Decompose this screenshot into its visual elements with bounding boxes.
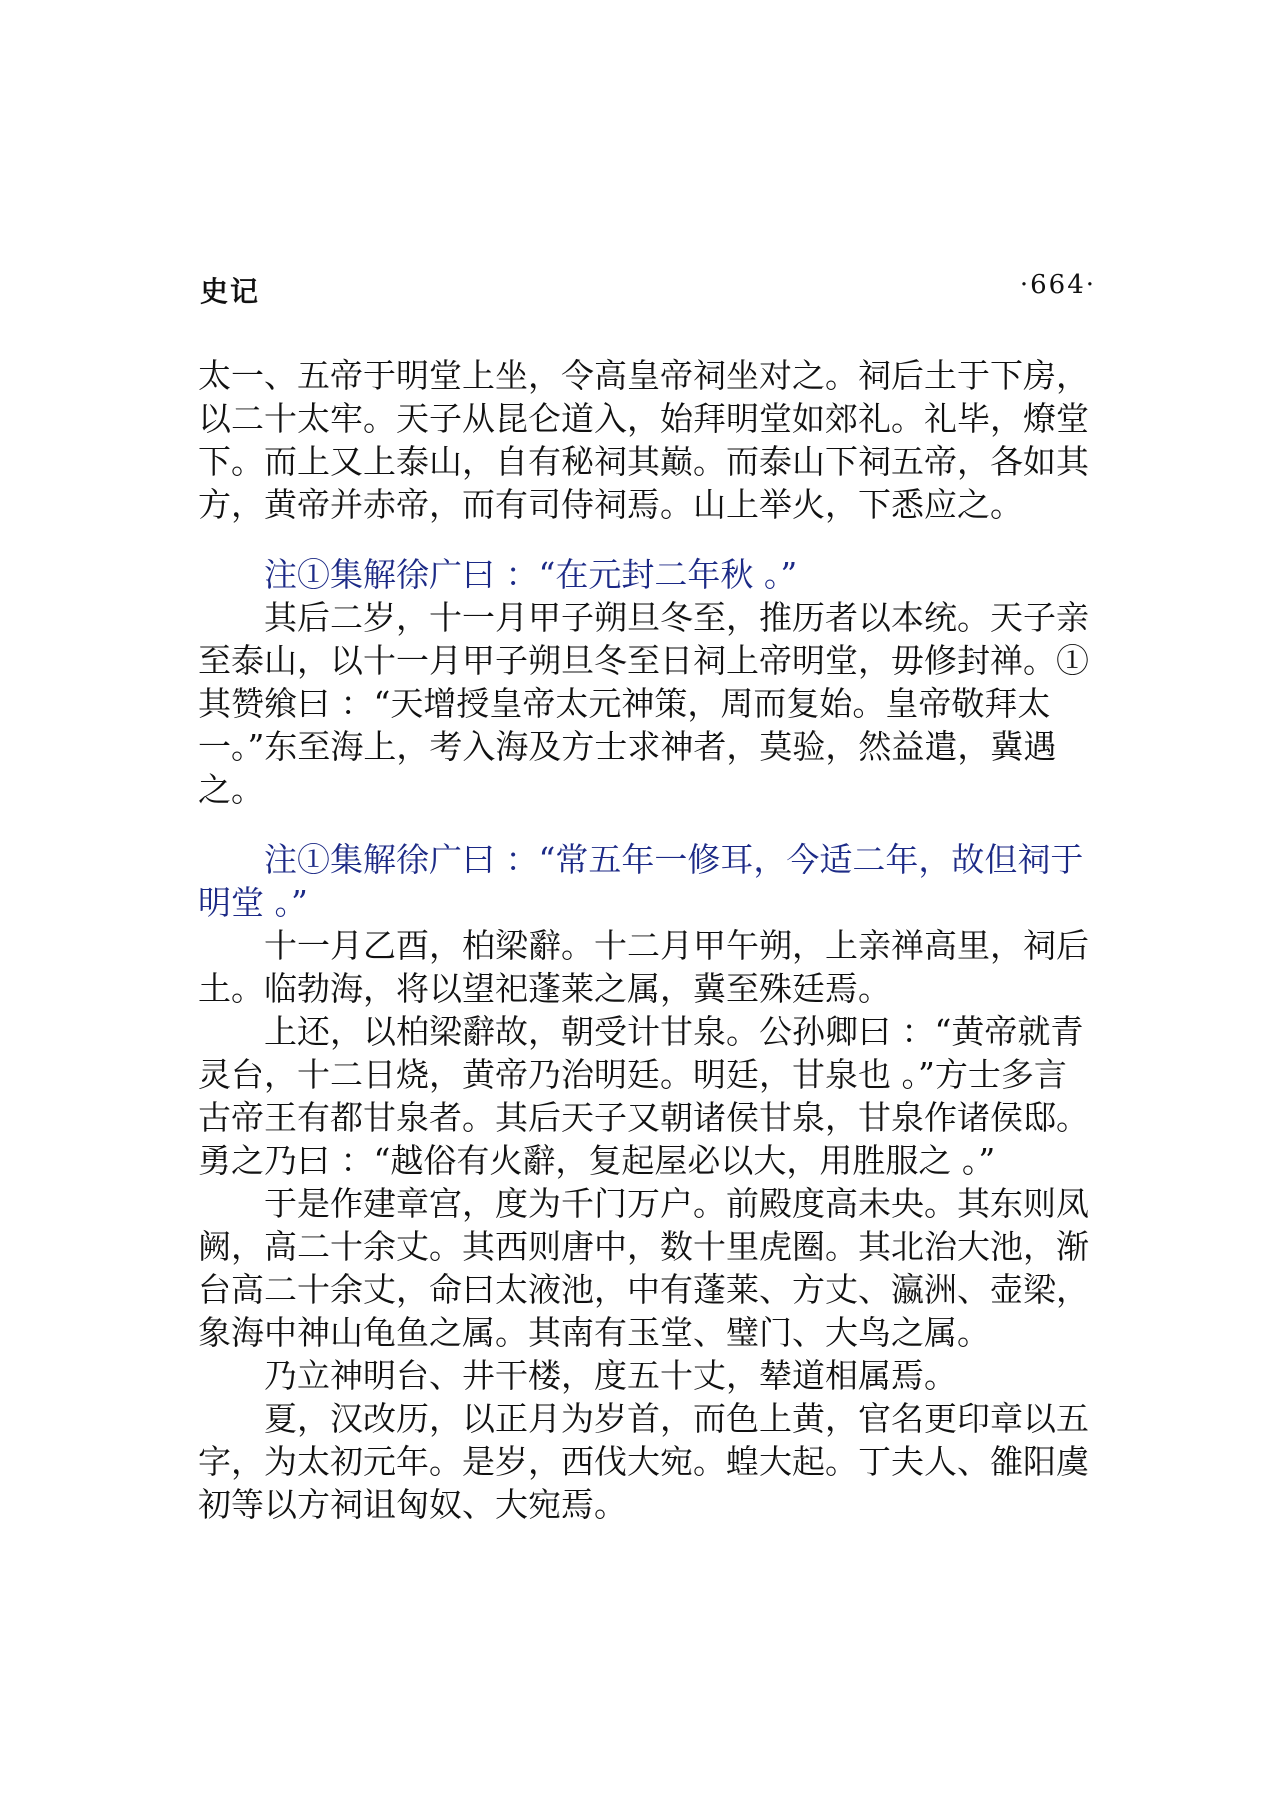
paragraph: 太一、五帝于明堂上坐，令高皇帝祠坐对之。祠后土于下房，以二十太牢。天子从昆仑道入，始拜明堂如郊礼。礼毕，燎堂下。而上又上泰山，自有秘祠其巅。而泰山下祠五帝，各如其方，黄帝并赤帝，而有司侍祠焉。山上举火，下悉应之。 [198,356,1089,524]
paragraph: 上还，以柏梁辭故，朝受计甘泉。公孙卿曰 ：“黄帝就青灵台，十二日烧，黄帝乃治明廷。明廷，甘泉也 。”方士多言古帝王有都甘泉者。其后天子又朝诸侯甘泉，甘泉作诸侯邸。勇之乃曰 ：“越俗有火辭，复起屋必以大，用胜服之 。” [198,1012,1089,1180]
paragraph: 乃立神明台、井干楼，度五十丈，辇道相属焉。 [264,1356,957,1395]
paragraph: 夏，汉改历，以正月为岁首，而色上黄，官名更印章以五字，为太初元年。是岁，西伐大宛。蝗大起。丁夫人、雒阳虞初等以方祠诅匈奴、大宛焉。 [198,1399,1089,1524]
paragraph: 其后二岁，十一月甲子朔旦冬至，推历者以本统。天子亲至泰山，以十一月甲子朔旦冬至日祠上帝明堂，毋修封禅。①其赞飨曰 ：“天增授皇帝太元神策，周而复始。皇帝敬拜太一。”东至海上，考入海及方士求神者，莫验，然益遣，冀遇之。 [198,598,1089,809]
paragraph: 于是作建章宫，度为千门万户。前殿度高未央。其东则凤阙，高二十余丈。其西则唐中，数十里虎圈。其北治大池，渐台高二十余丈，命曰太液池，中有蓬莱、方丈、瀛洲、壶梁，象海中神山龟鱼之属。其南有玉堂、璧门、大鸟之属。 [198,1184,1089,1352]
page-header [200,270,1096,310]
book-title: 史记 [200,275,261,308]
annotation-note: 注①集解徐广曰 ：“在元封二年秋 。” [264,555,798,594]
page-number: ·664· [1019,270,1096,300]
annotation-note: 注①集解徐广曰 ：“常五年一修耳，今适二年，故但祠于明堂 。” [198,840,1084,922]
paragraph: 十一月乙酉，柏梁辭。十二月甲午朔，上亲禅高里，祠后土。临勃海，将以望祀蓬莱之属，冀至殊廷焉。 [198,926,1089,1008]
text-body [198,354,1098,1526]
